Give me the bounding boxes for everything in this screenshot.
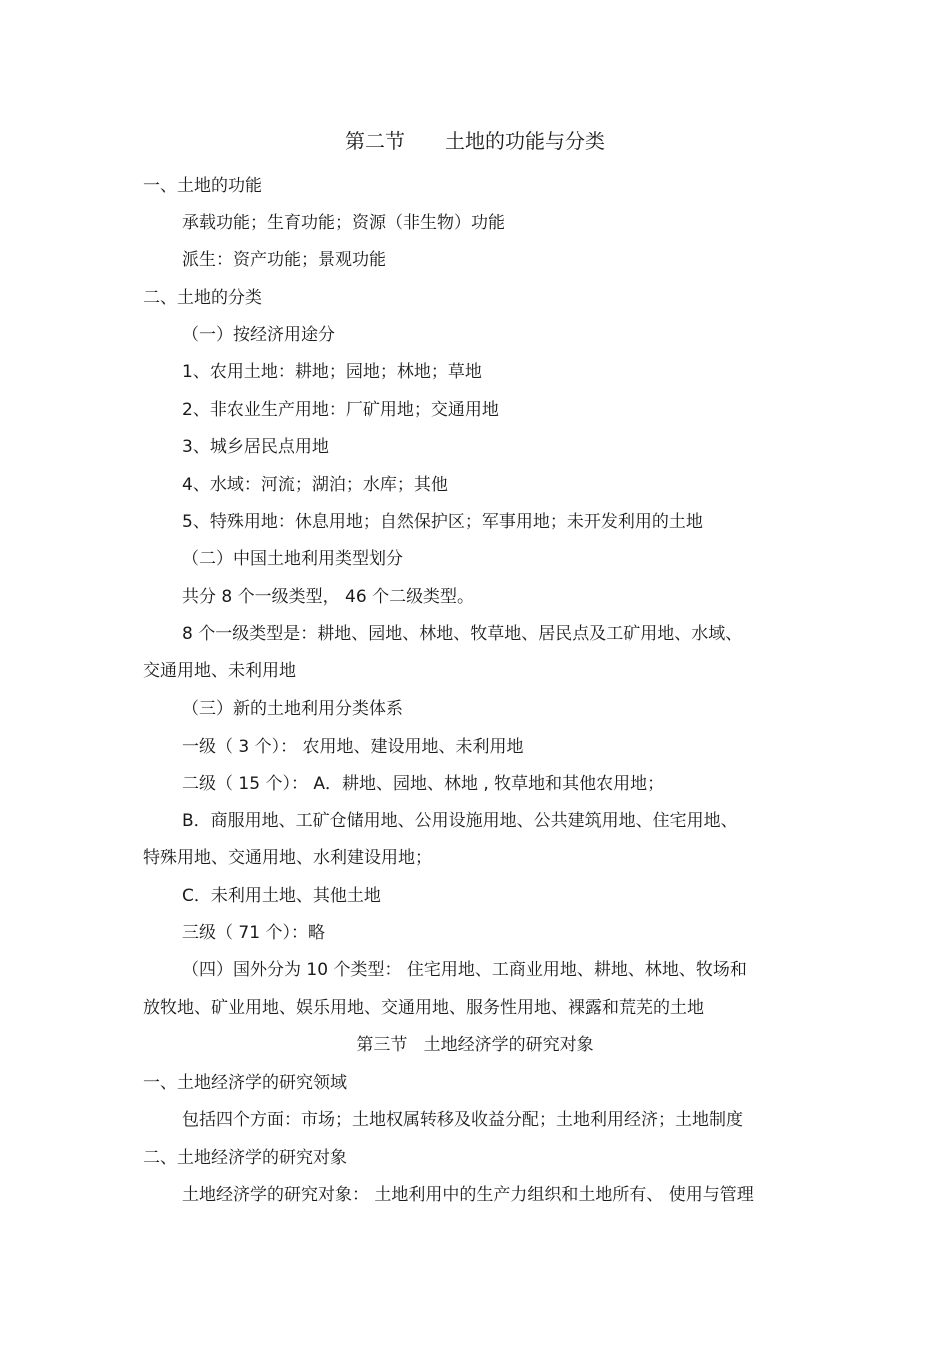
foreign-types-line1: （四）国外分为 10 个类型： 住宅用地、工商业用地、耕地、林地、牧场和 — [182, 960, 747, 980]
research-field-content: 包括四个方面：市场；土地权属转移及收益分配；土地利用经济；土地制度 — [182, 1110, 743, 1130]
level-1: 一级（ 3 个）： 农用地、建设用地、未利用地 — [182, 737, 524, 757]
list-item-non-agricultural: 2、非农业生产用地：厂矿用地；交通用地 — [182, 400, 499, 420]
china-types-list-line1: 8 个一级类型是：耕地、园地、林地、牧草地、居民点及工矿用地、水域、 — [182, 624, 743, 644]
research-object-content: 土地经济学的研究对象： 土地利用中的生产力组织和土地所有、 使用与管理 — [182, 1185, 754, 1205]
level-2-b-line2: 特殊用地、交通用地、水利建设用地； — [143, 848, 432, 868]
list-item-agricultural: 1、农用土地：耕地；园地；林地；草地 — [182, 362, 482, 382]
heading-research-object: 二、土地经济学的研究对象 — [143, 1148, 347, 1168]
china-types-list-line2: 交通用地、未利用地 — [143, 661, 296, 681]
subheading-china-types: （二）中国土地利用类型划分 — [182, 549, 403, 569]
level-3: 三级（ 71 个）：略 — [182, 923, 325, 943]
level-2-b-line1: B．商服用地、工矿仓储用地、公用设施用地、公共建筑用地、住宅用地、 — [182, 811, 738, 831]
functions-basic: 承载功能；生育功能；资源（非生物）功能 — [182, 213, 505, 233]
list-item-water: 4、水域：河流；湖泊；水库；其他 — [182, 475, 448, 495]
section-2-title: 第二节 土地的功能与分类 — [345, 129, 605, 153]
list-item-residential: 3、城乡居民点用地 — [182, 437, 329, 457]
china-types-count: 共分 8 个一级类型， 46 个二级类型。 — [182, 587, 475, 607]
heading-research-field: 一、土地经济学的研究领域 — [143, 1073, 347, 1093]
functions-derived: 派生：资产功能；景观功能 — [182, 250, 386, 270]
subheading-economic-use: （一）按经济用途分 — [182, 325, 335, 345]
level-2-c: C．未利用土地、其他土地 — [182, 886, 381, 906]
list-item-special: 5、特殊用地：休息用地；自然保护区；军事用地；未开发利用的土地 — [182, 512, 703, 532]
foreign-types-line2: 放牧地、矿业用地、娱乐用地、交通用地、服务性用地、裸露和荒芜的土地 — [143, 998, 704, 1018]
level-2-a: 二级（ 15 个）： A．耕地、园地、林地 , 牧草地和其他农用地； — [182, 774, 665, 794]
heading-land-functions: 一、土地的功能 — [143, 176, 262, 196]
subheading-new-system: （三）新的土地利用分类体系 — [182, 699, 403, 719]
heading-land-classification: 二、土地的分类 — [143, 288, 262, 308]
section-3-title: 第三节 土地经济学的研究对象 — [356, 1035, 594, 1055]
